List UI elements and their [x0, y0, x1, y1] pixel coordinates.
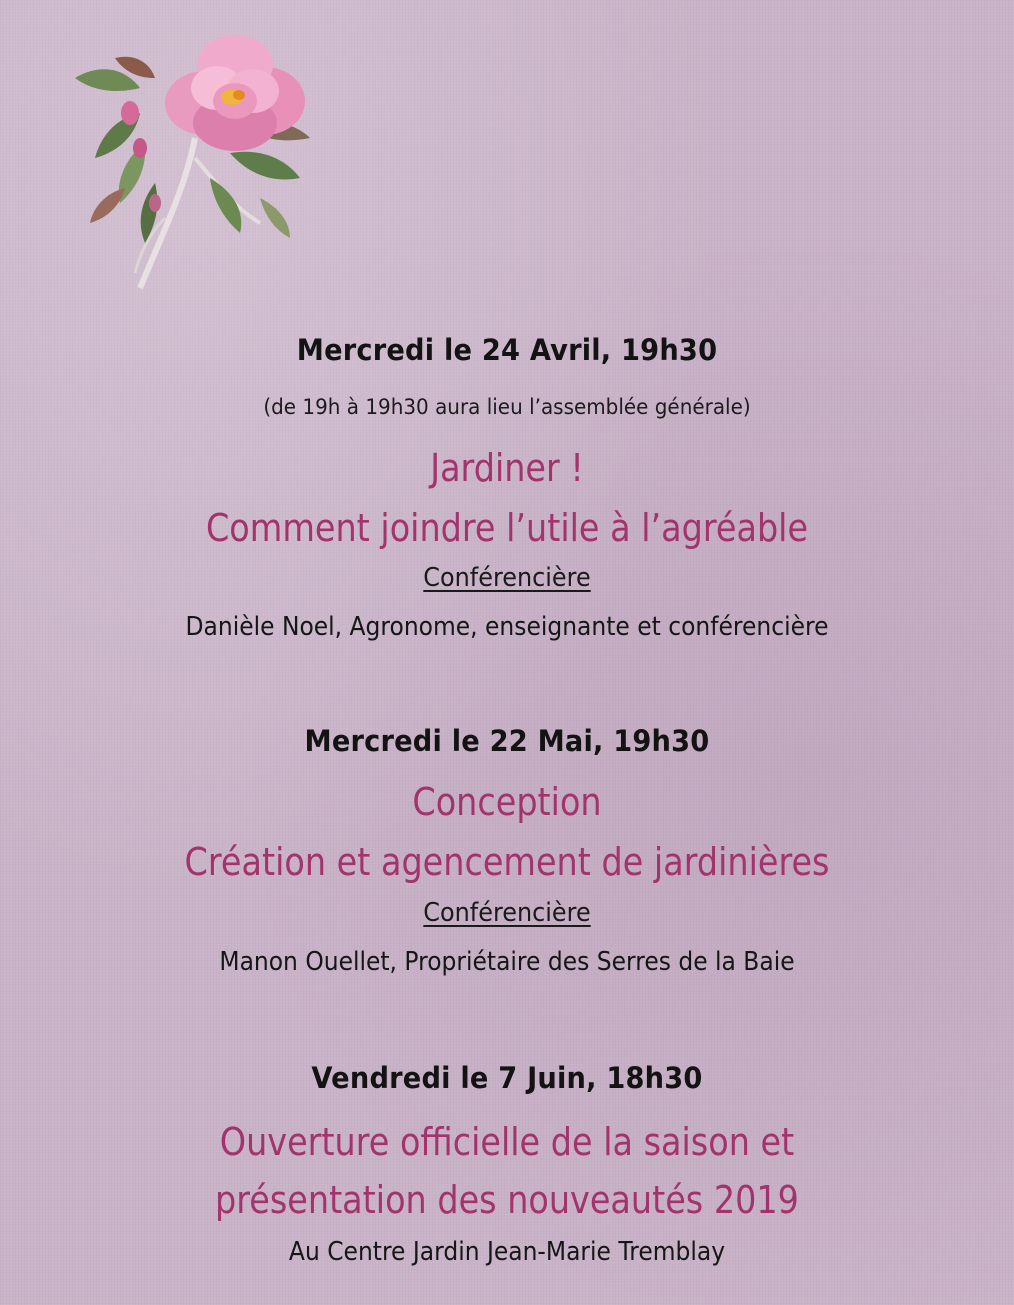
- peony-flower-icon: [45, 18, 335, 308]
- event-3-date: Vendredi le 7 Juin, 18h30: [311, 1061, 703, 1095]
- event-1-note: (de 19h à 19h30 aura lieu l’assemblée générale): [263, 395, 751, 419]
- event-1-title-line1: Jardiner !: [430, 446, 584, 490]
- event-1-date: Mercredi le 24 Avril, 19h30: [296, 333, 718, 367]
- event-2-speaker: Manon Ouellet, Propriétaire des Serres de la Baie: [219, 947, 795, 977]
- event-3-title-line1: Ouverture officielle de la saison et: [219, 1120, 795, 1164]
- event-3-location: Au Centre Jardin Jean-Marie Tremblay: [288, 1237, 726, 1267]
- event-2-date: Mercredi le 22 Mai, 19h30: [304, 724, 710, 758]
- event-2-title-line1: Conception: [412, 780, 602, 824]
- event-3-title-line2: présentation des nouveautés 2019: [215, 1178, 799, 1222]
- event-1-title-line2: Comment joindre l’utile à l’agréable: [205, 506, 809, 550]
- event-1-speaker: Danièle Noel, Agronome, enseignante et conférencière: [185, 612, 829, 642]
- event-1-role: Conférencière: [423, 563, 591, 593]
- event-2-title-line2: Création et agencement de jardinières: [184, 840, 830, 884]
- event-2-role: Conférencière: [423, 898, 591, 928]
